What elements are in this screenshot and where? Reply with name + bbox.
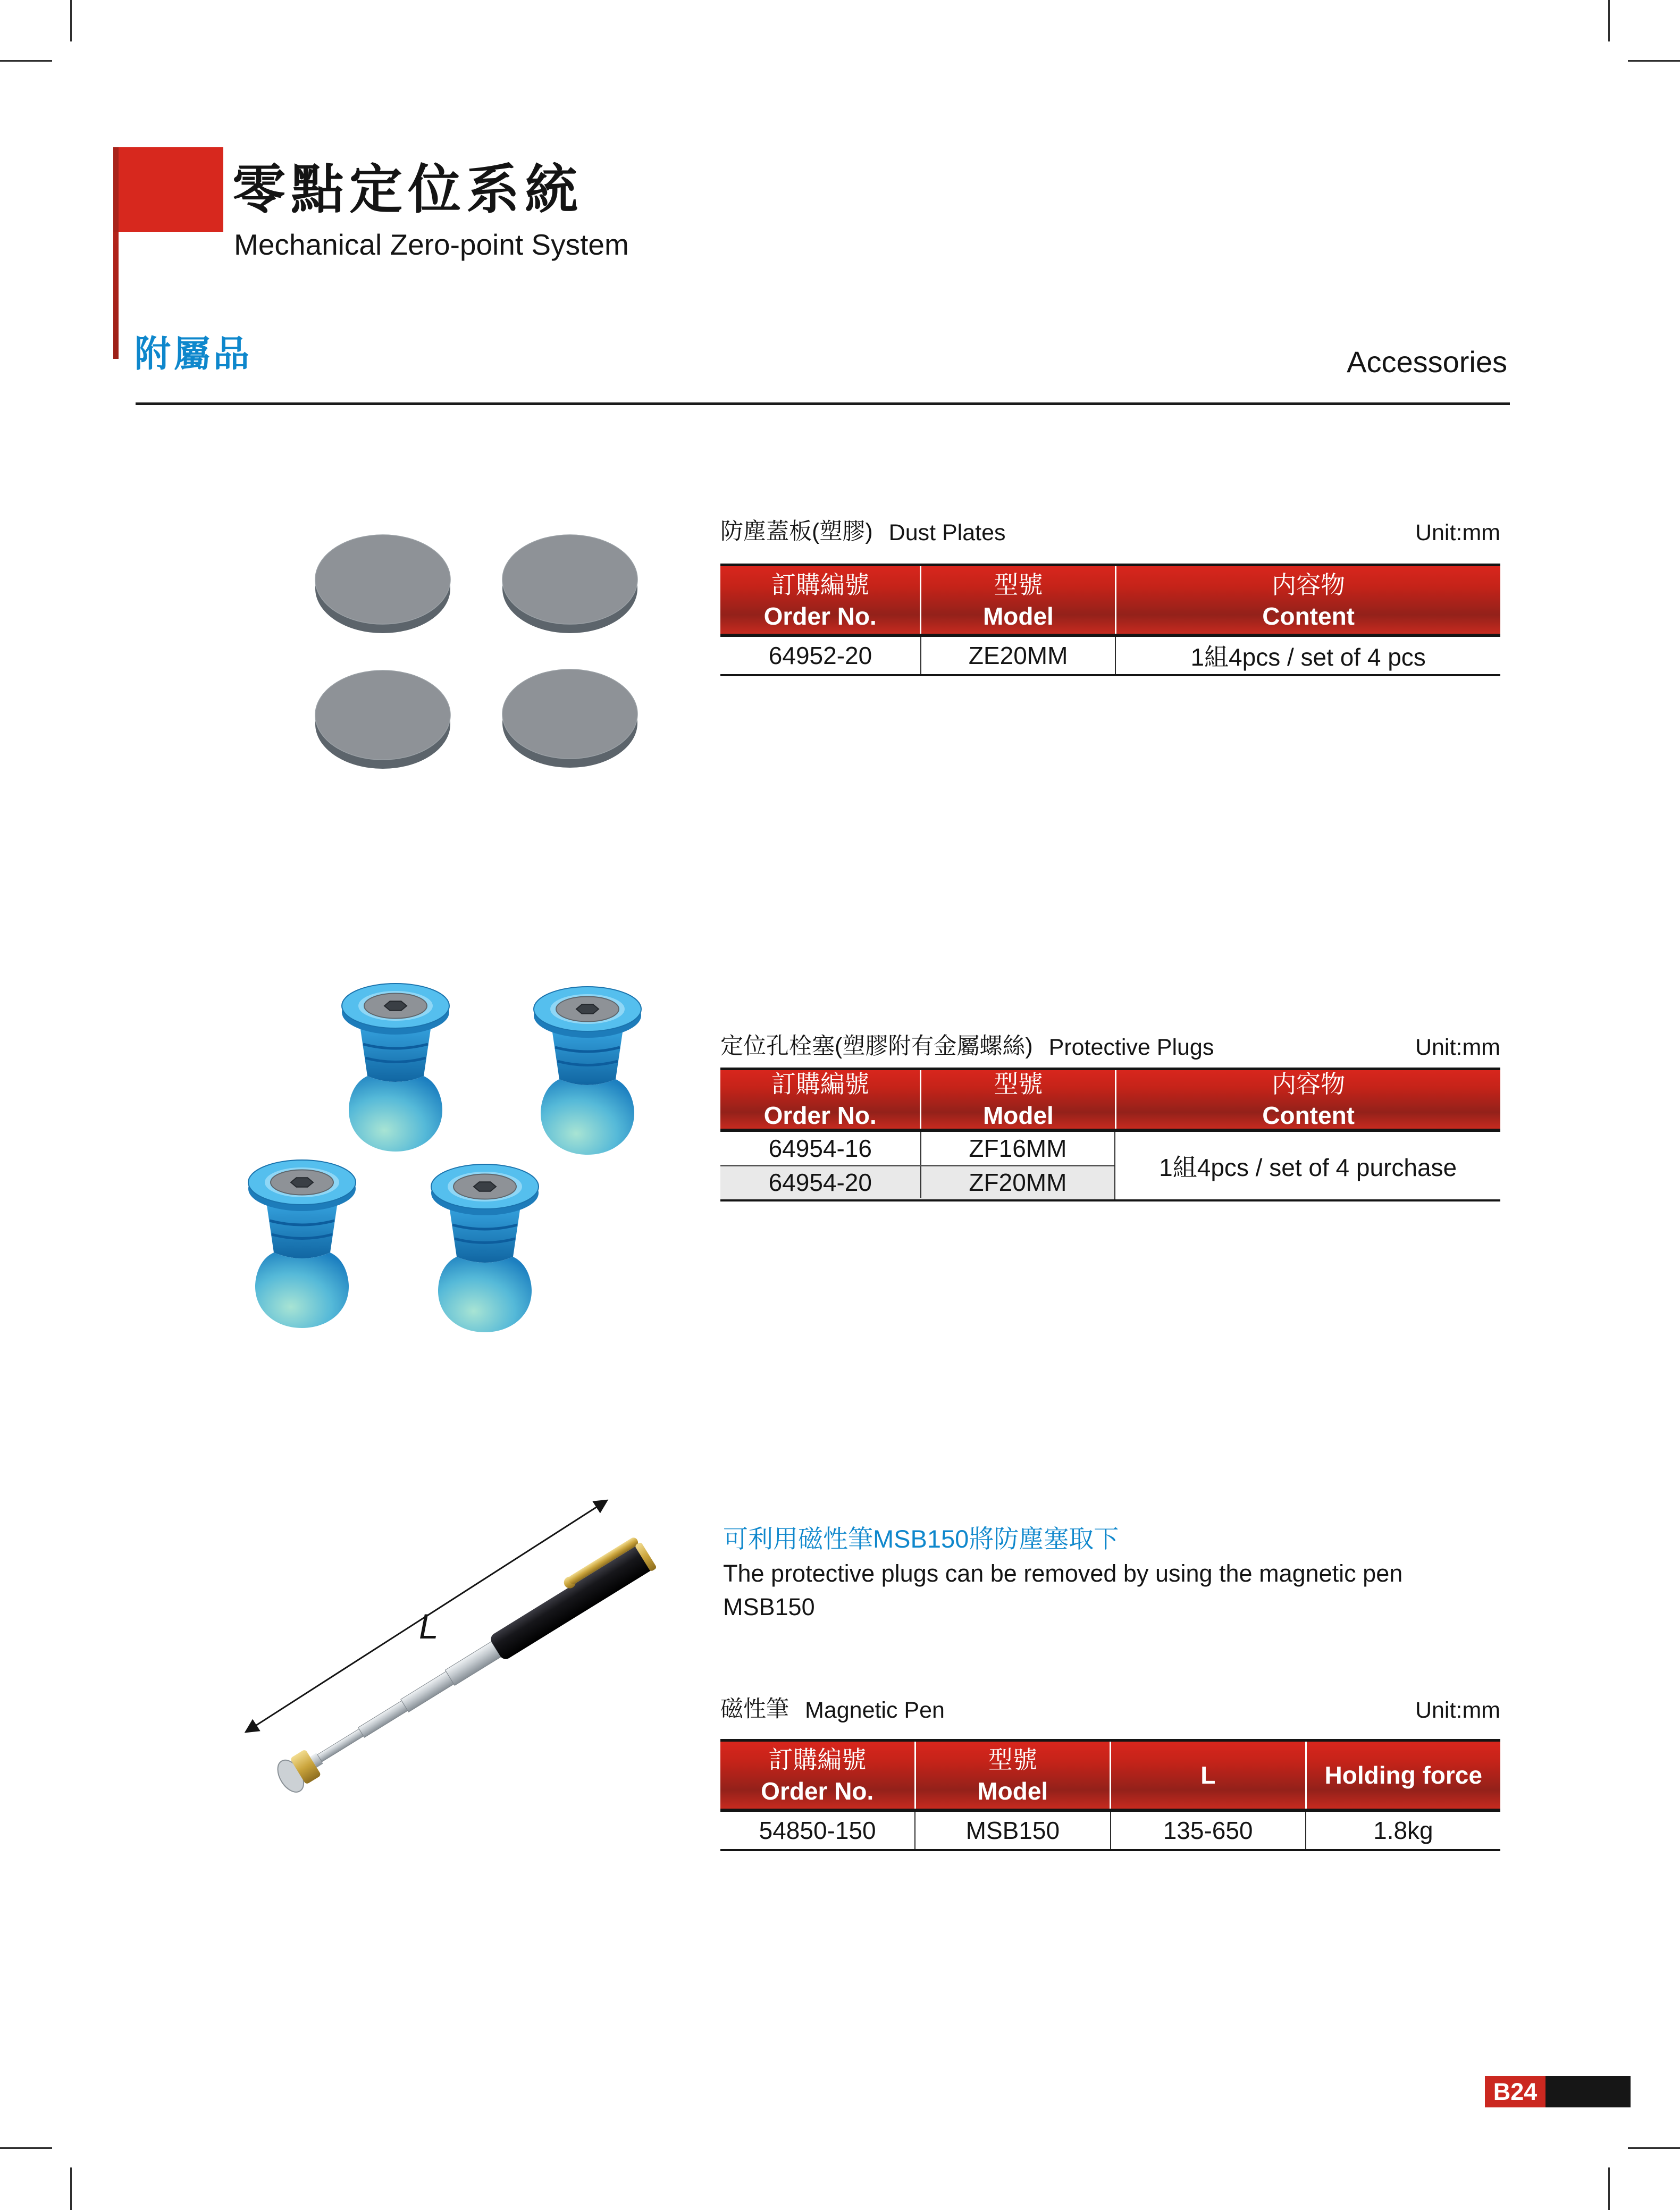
page-title-zh: 零點定位系統 [232,160,583,220]
protective-plugs-figure [229,957,665,1345]
page-number-bar [1545,2076,1631,2107]
pen-telescopic-segment [445,1642,501,1686]
table3-caption [720,1696,1500,1724]
table-row [720,1812,1500,1849]
cell-order-no: 64954-20 [768,1168,872,1196]
table3-unit-label: Unit:mm [1415,1698,1500,1723]
protective-plug [534,987,641,1155]
cell-order-no: 64952-20 [768,642,872,669]
note-en-line1: The protective plugs can be removed by using the magnetic pen [723,1560,1403,1587]
cell-order-no: 64954-16 [768,1135,872,1162]
pen-dimension-label: L [419,1607,439,1646]
crop-mark-top-right-vertical [1608,0,1610,41]
table-row [720,637,1500,674]
table3-header-row [720,1739,1500,1812]
protective-plug [342,984,449,1152]
crop-mark-top-left-vertical [70,0,72,41]
crop-mark-bottom-left-horizontal [0,2147,52,2149]
pen-telescopic-segment [317,1729,364,1762]
cell-length: 135-650 [1110,1812,1305,1849]
cell-model: MSB150 [914,1812,1110,1849]
table3-header-holding-force: Holding force [1305,1742,1501,1809]
dust-plate-disc [502,535,637,633]
page-title-en: Mechanical Zero-point System [234,228,629,261]
section-title-zh: 附屬品 [135,334,253,374]
section-rule [136,402,1510,405]
table-magnetic-pen [720,1739,1500,1851]
table1-caption [720,518,1500,546]
table2-caption [720,1033,1500,1061]
crop-mark-top-left-horizontal [0,60,52,62]
page-number-badge: B24 [1485,2076,1545,2107]
cell-model: ZF16MM [920,1132,1115,1165]
table-dust-plates [720,564,1500,676]
pen-telescopic-segment [401,1671,454,1712]
flag-banner [113,147,223,232]
table-row [720,1165,1114,1199]
table2-unit-label: Unit:mm [1415,1035,1500,1060]
table3-header-model: 型號 Model [914,1742,1110,1809]
table-row [720,1132,1114,1165]
table3-caption-en: Magnetic Pen [805,1698,945,1723]
cell-content: 1組4pcs / set of 4 pcs [1115,637,1500,674]
table3-header-order-no: 訂購編號 Order No. [761,1746,874,1805]
table2-header-row [720,1068,1500,1132]
note-en-line2: MSB150 [723,1593,815,1620]
cell-model: ZF20MM [920,1166,1115,1198]
note-zh: 可利用磁性筆MSB150將防塵塞取下 [723,1525,1119,1553]
protective-plug [248,1160,356,1328]
table1-header-order-no: 訂購編號 Order No. [763,570,877,630]
section-title-en: Accessories [1347,345,1507,379]
table-protective-plugs [720,1068,1500,1201]
dust-plate-disc [315,670,450,769]
cell-model: ZE20MM [920,637,1115,674]
table3-caption-zh: 磁性筆 [720,1696,789,1722]
pen-telescopic-segment [358,1701,408,1737]
table2-header-content: 内容物 Content [1115,1070,1500,1129]
protective-plug [431,1164,539,1332]
cell-content-merged: 1組4pcs / set of 4 purchase [1114,1132,1500,1199]
cell-holding-force: 1.8kg [1305,1812,1500,1849]
table2-header-order-no: 訂購編號 Order No. [763,1070,877,1129]
table1-header-model: 型號 Model [920,566,1115,634]
table1-header-row [720,564,1500,637]
magnetic-pen-figure [223,1489,681,1808]
crop-mark-bottom-right-vertical [1608,2167,1610,2210]
table1-header-content: 内容物 Content [1115,566,1500,634]
table2-caption-zh: 定位孔栓塞(塑膠附有金屬螺絲) [720,1033,1033,1059]
note-en [723,1557,1402,1624]
table1-caption-zh: 防塵蓋板(塑膠) [720,519,873,544]
pen-drawing [269,1534,658,1796]
dust-plates-figure [298,521,643,776]
cell-order-no: 54850-150 [759,1817,876,1844]
table2-caption-en: Protective Plugs [1048,1035,1214,1060]
crop-mark-bottom-right-horizontal [1628,2147,1680,2149]
table3-header-length: L [1110,1742,1305,1809]
table1-caption-en: Dust Plates [888,520,1006,545]
crop-mark-top-right-horizontal [1628,60,1680,62]
dust-plate-disc [502,669,637,768]
dust-plate-disc [315,535,450,633]
table1-unit-label: Unit:mm [1415,520,1500,545]
crop-mark-bottom-left-vertical [70,2167,72,2210]
table2-header-model: 型號 Model [920,1070,1115,1129]
